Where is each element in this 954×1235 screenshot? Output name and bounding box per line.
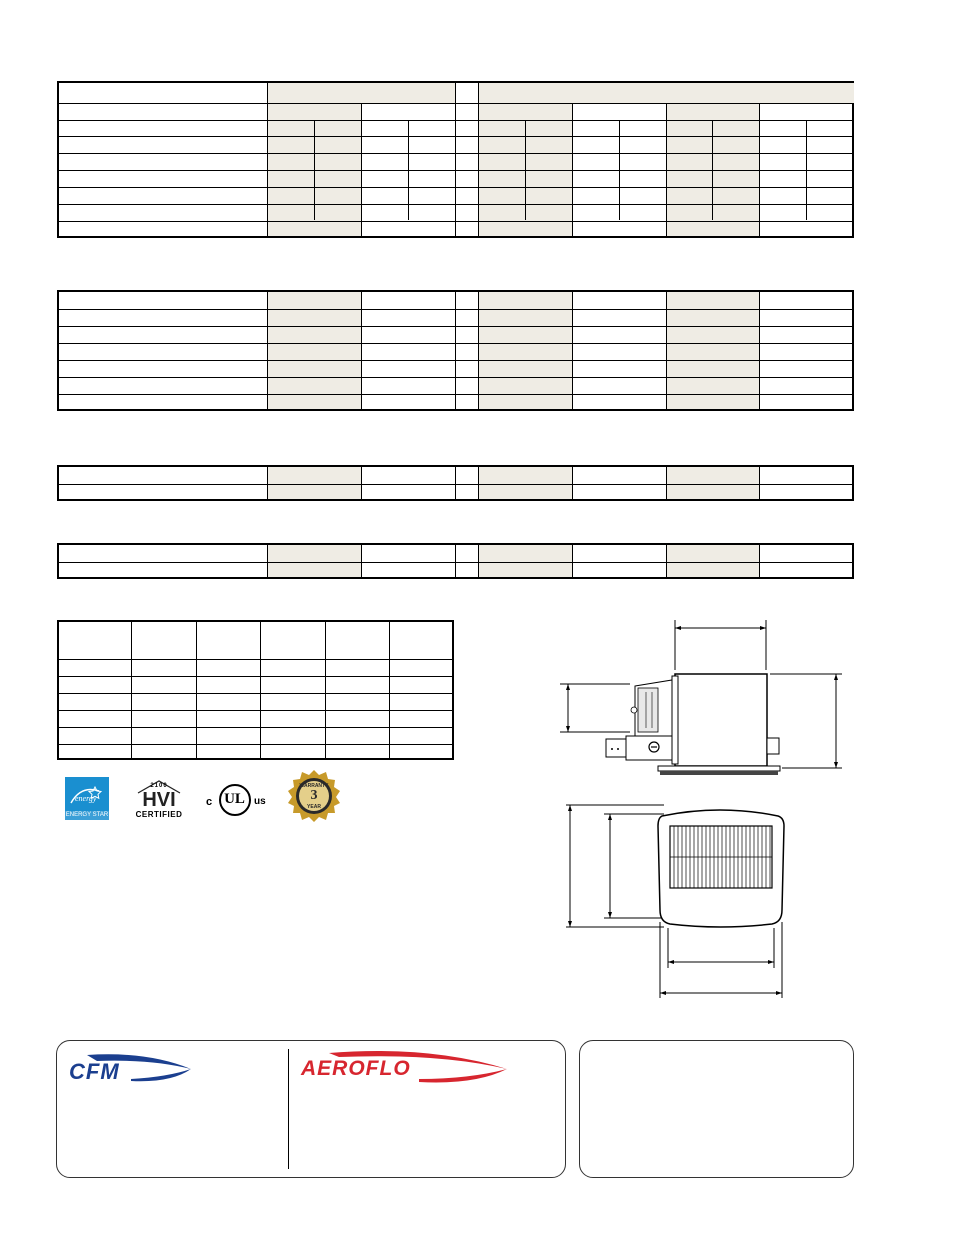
warranty-bottom-text: YEAR [307,804,321,810]
options-table [57,465,854,501]
hvi-certified-text: CERTIFIED [135,810,183,819]
cfm-wordmark: CFM [69,1059,120,1084]
aeroflo-logo [299,1049,509,1083]
brand-footer-box [56,1040,566,1178]
ul-mark: UL [224,791,245,807]
dimensions-table [57,620,454,760]
contact-footer-box [579,1040,854,1178]
ul-us: us [254,796,266,807]
grille-front-view-drawing [560,800,790,1000]
hvi-mark: HVI [142,789,176,811]
svg-text:energy: energy [75,794,97,803]
hvi-number: 2100 [150,783,168,789]
ul-circle-icon [219,784,251,816]
ul-c: c [206,796,213,808]
warranty-seal [288,770,340,822]
specifications-table [57,290,854,411]
performance-table [57,81,854,238]
warranty-top-text: WARRANTY [299,783,329,789]
energy-star-label: ENERGY STAR [65,812,109,818]
accessories-table [57,543,854,579]
brand-divider [288,1049,289,1169]
aeroflo-wordmark: AEROFLO [301,1057,411,1080]
ul-listed-logo [206,784,268,818]
warranty-years: 3 [310,788,318,803]
hvi-certified-logo [134,780,184,820]
energy-star-logo [65,777,109,820]
side-view-drawing [560,618,850,783]
cfm-logo [67,1053,191,1083]
